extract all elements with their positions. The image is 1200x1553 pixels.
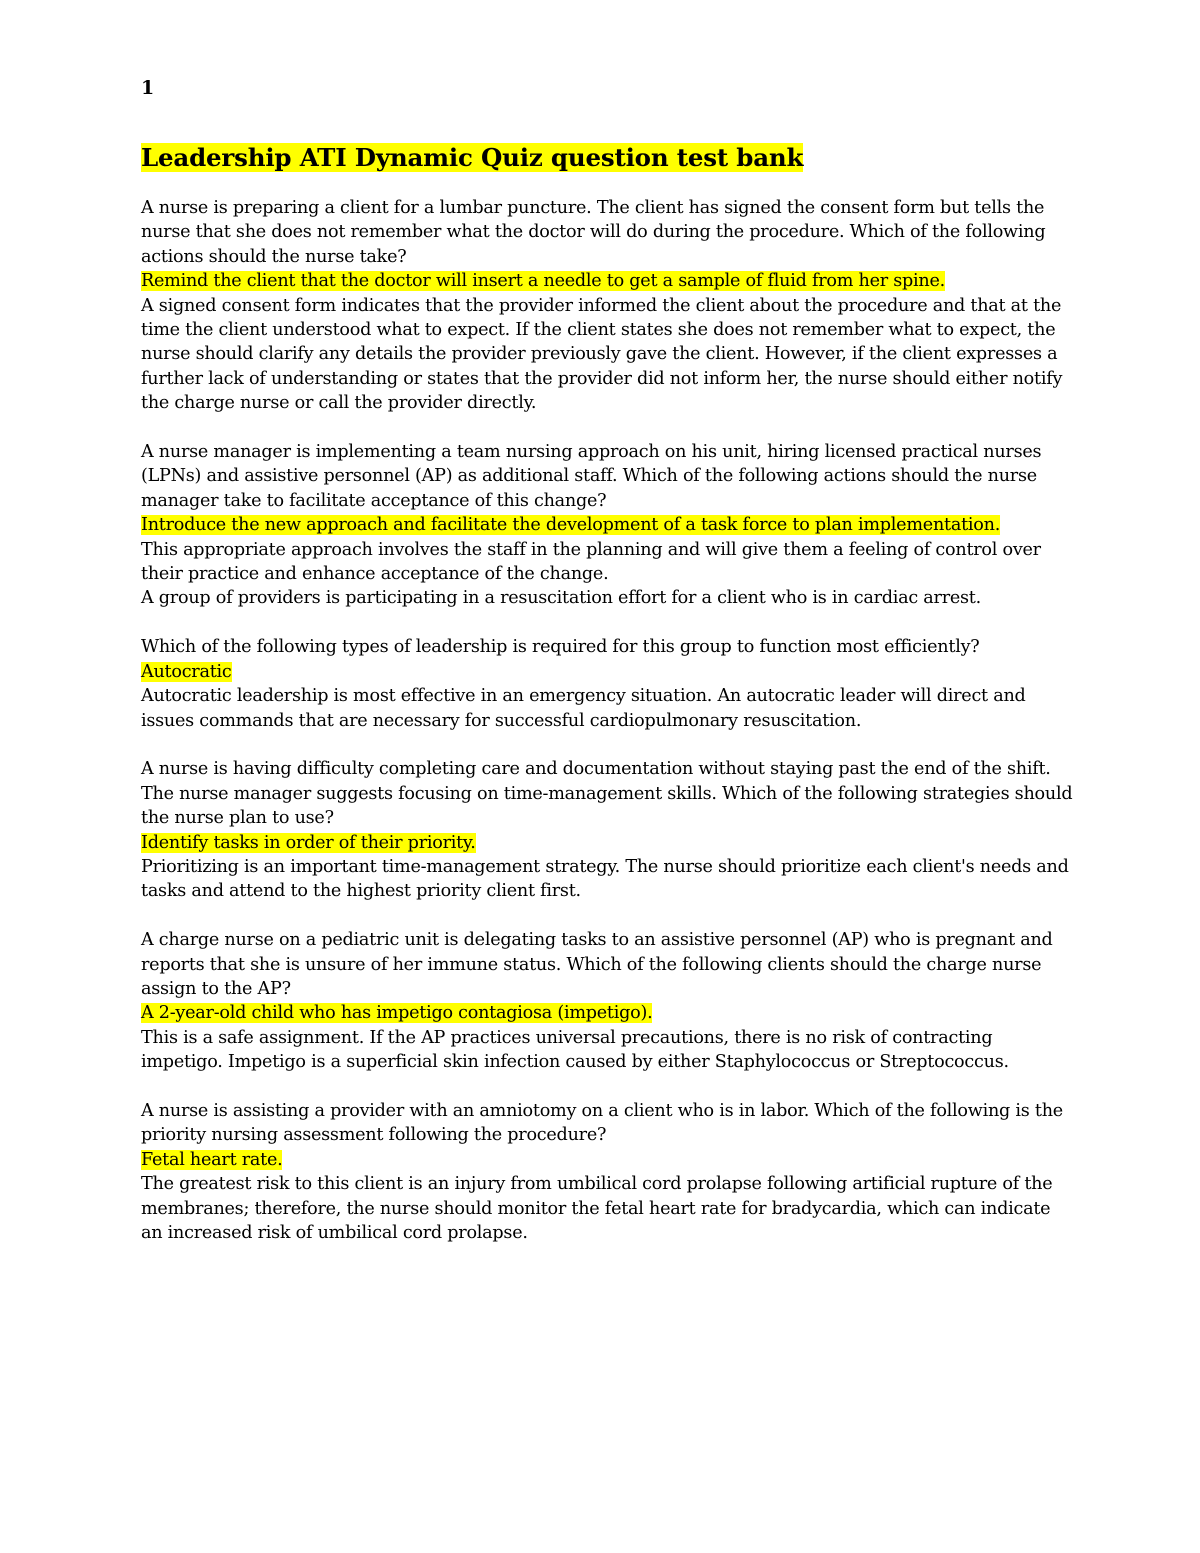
spacer [141,904,1076,928]
spacer [141,733,1076,757]
answer-highlight: Identify tasks in order of their priority. [141,832,476,853]
rationale-text: This is a safe assignment. If the AP practices universal precautions, there is no risk of contracting impetigo. Impetigo is a superficial skin infection caused by either Staphylococcus or Streptococcus. [141,1027,1009,1073]
answer-text [141,1001,1076,1025]
question-text: A charge nurse on a pediatric unit is delegating tasks to an assistive personnel (AP) who is pregnant and reports that she is unsure of her immune status. Which of the following clients should the charge nurse assign to the AP? [141,930,1053,999]
document-title-text: Leadership ATI Dynamic Quiz question test bank [141,143,804,172]
answer-highlight: Autocratic [141,661,232,682]
rationale-text: This appropriate approach involves the staff in the planning and will give them a feeling of control over their practice and enhance acceptance of the change. [141,539,1041,585]
answer-text [141,269,1076,293]
answer-highlight: Remind the client that the doctor will insert a needle to get a sample of fluid from her spine. [141,271,945,292]
answer-text [141,660,1076,684]
page-number: 1 [141,77,155,99]
question-text: A nurse is assisting a provider with an amniotomy on a client who is in labor. Which of the following is the priority nursing assessment following the procedure? [141,1100,1063,1146]
answer-text [141,1148,1076,1172]
answer-highlight: A 2-year-old child who has impetigo contagiosa (impetigo). [141,1003,653,1024]
scenario-text: A group of providers is participating in a resuscitation effort for a client who is in cardiac arrest. [141,588,981,609]
answer-highlight: Fetal heart rate. [141,1149,283,1170]
rationale-text: A signed consent form indicates that the provider informed the client about the procedure and that at the time the client understood what to expect. If the client states she does not remember what to expect, the nurse should clarify any details the provider previously gave the client. However, if the client expresses a further lack of understanding or states that the provider did not inform her, the nurse should either notify the charge nurse or call the provider directly. [141,295,1063,414]
answer-text [141,831,1076,855]
rationale-text: Prioritizing is an important time-management strategy. The nurse should prioritize each client's needs and tasks and attend to the highest priority client first. [141,856,1069,902]
question-text: Which of the following types of leadership is required for this group to function most efficiently? [141,637,980,658]
rationale-text: The greatest risk to this client is an injury from umbilical cord prolapse following artificial rupture of the membranes; therefore, the nurse should monitor the fetal heart rate for bradycardia, which can indicate an increased risk of umbilical cord prolapse. [141,1174,1053,1243]
question-text: A nurse is having difficulty completing care and documentation without staying past the end of the shift. The nurse manager suggests focusing on time-management skills. Which of the following strategies should the nurse plan to use? [141,759,1073,829]
question-list [141,196,1076,1245]
question-text: A nurse manager is implementing a team nursing approach on his unit, hiring licensed practical nurses (LPNs) and assistive personnel (AP) as additional staff. Which of the following actions should the nurse manager take to facilitate acceptance of this change? [141,442,1042,511]
spacer [141,1075,1076,1099]
document-title [141,143,803,173]
spacer [141,416,1076,440]
spacer [141,611,1076,635]
answer-highlight: Introduce the new approach and facilitate the development of a task force to plan implementation. [141,515,1001,536]
question-text: A nurse is preparing a client for a lumbar puncture. The client has signed the consent form but tells the nurse that she does not remember what the doctor will do during the procedure. Which of the following actions should the nurse take? [141,198,1046,267]
rationale-text: Autocratic leadership is most effective in an emergency situation. An autocratic leader will direct and issues commands that are necessary for successful cardiopulmonary resuscitation. [141,686,1026,731]
answer-text [141,513,1076,537]
